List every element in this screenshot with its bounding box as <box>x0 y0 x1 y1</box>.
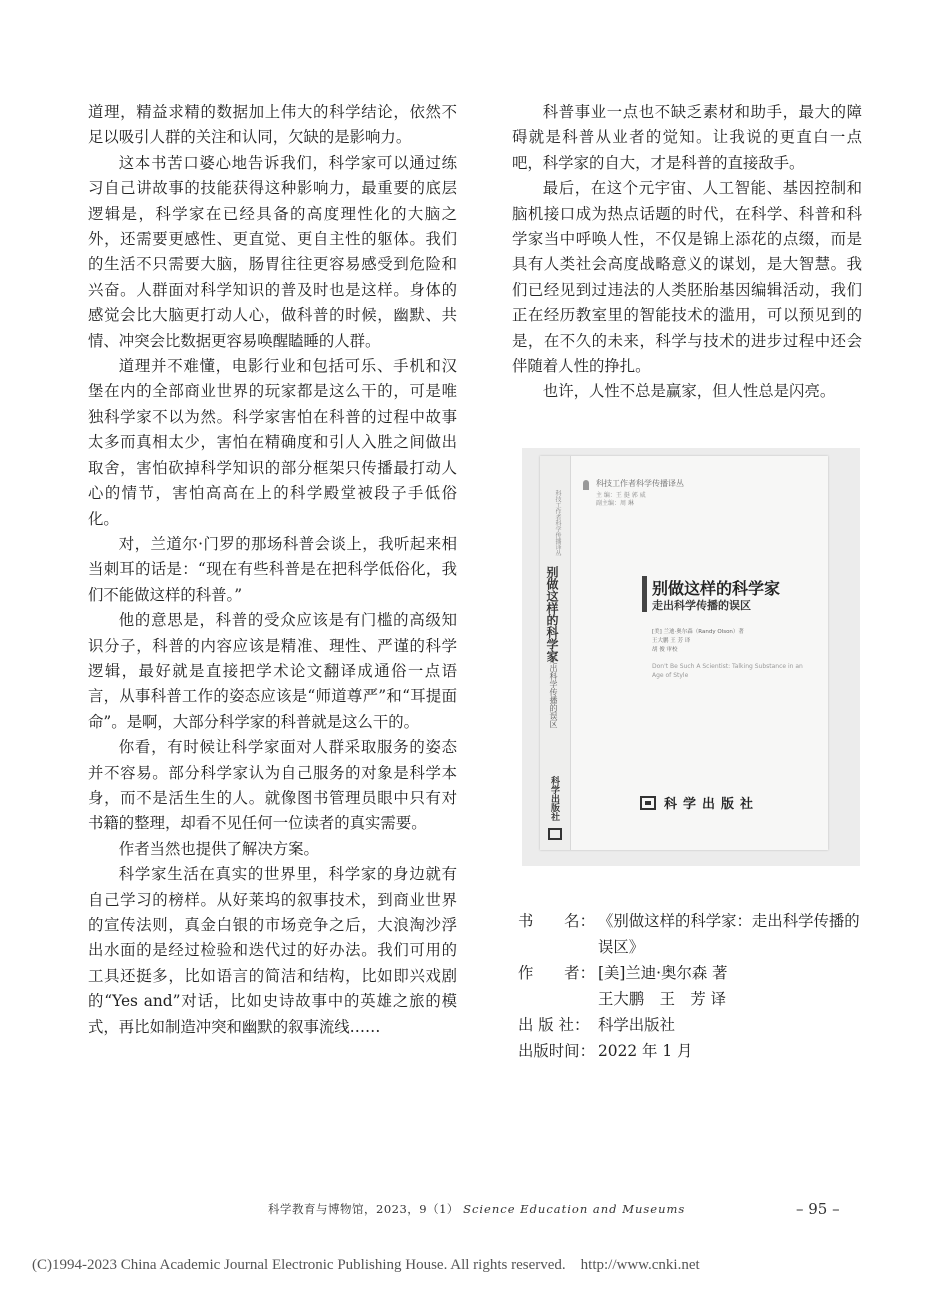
info-value: 王大鹏 王 芳 译 <box>598 990 727 1008</box>
right-column <box>512 100 862 405</box>
spine-series: 科技工作者科学传播译丛 <box>554 490 561 556</box>
paragraph: 你看，有时候让科学家面对人群采取服务的姿态并不容易。部分科学家认为自己服务的对象是科学本身，而不是活生生的人。就像图书管理员眼中只有对书籍的整理，却看不见任何一位读者的真实需要。 <box>88 738 457 833</box>
paragraph: 他的意思是，科普的受众应该是有门槛的高级知识分子，科普的内容应该是精准、理性、严谨的科学逻辑，最好就是直接把学术论文翻译成通俗一点语言，从事科普工作的姿态应该是“师道尊严”和“耳提面命”。是啊，大部分科学家的科普就是这么干的。 <box>88 611 457 731</box>
info-row-publisher <box>518 1012 868 1038</box>
spine-subtitle: 走出科学传播的误区 <box>549 656 558 728</box>
info-row-translator <box>518 986 868 1012</box>
book-cover <box>540 456 828 850</box>
info-label: 书 名： <box>518 912 595 930</box>
publisher-logo-icon <box>640 796 656 810</box>
paragraph: 道理，精益求精的数据加上伟大的科学结论，依然不足以吸引人群的关注和认同，欠缺的是影响力。 <box>88 103 457 147</box>
left-column <box>88 100 457 1040</box>
paragraph: 作者当然也提供了解决方案。 <box>118 839 319 858</box>
cover-authors: [美] 兰迪·奥尔森（Randy Olson）著 王大鹏 王 芳 译 胡 俊 审校 <box>652 629 744 653</box>
spine-publisher: 科学出版社 <box>549 776 559 821</box>
info-label: 作 者： <box>518 964 595 982</box>
page-number: – 95 – <box>796 1200 840 1218</box>
cover-english-title: Don't Be Such A Scientist: Talking Substance in an Age of Style <box>652 663 803 679</box>
copyright-line: (C)1994-2023 China Academic Journal Electronic Publishing House. All rights reserved. http://www.cnki.net <box>32 1257 700 1273</box>
info-value: 2022 年 1 月 <box>598 1042 693 1060</box>
publisher-logo-icon <box>548 828 562 840</box>
paragraph: 也许，人性不总是赢家，但人性总是闪亮。 <box>542 382 836 401</box>
cover-publisher: 科学出版社 <box>664 797 760 812</box>
journal-name-en: Science Education and Museums <box>463 1202 686 1216</box>
info-value: [美]兰迪·奥尔森 著 <box>598 964 728 982</box>
title-accent-bar <box>642 576 647 612</box>
journal-footer <box>268 1201 685 1217</box>
book-spine <box>540 456 571 850</box>
cover-title: 别做这样的科学家 <box>652 579 781 598</box>
series-mark-icon <box>583 480 589 490</box>
info-row-title <box>518 908 868 960</box>
paragraph: 科学家生活在真实的世界里，科学家的身边就有自己学习的榜样。从好莱坞的叙事技术，到商业世界的宣传法则，真金白银的市场竞争之后，大浪淘沙浮出水面的是经过检验和迭代过的好办法。我们可用的工具还挺多，比如语言的简洁和结构，比如即兴戏剧的“Yes and”对话，比如史诗故事中的英雄之旅的模式，再比如制造冲突和幽默的叙事流线…… <box>88 865 457 1036</box>
journal-name-cn: 科学教育与博物馆，2023，9（1） <box>268 1202 459 1216</box>
book-cover-image <box>522 448 860 866</box>
cover-series: 科技工作者科学传播译丛 <box>596 479 684 488</box>
spine-title: 别做这样的科学家 <box>545 566 559 662</box>
info-label: 出版时间： <box>518 1042 595 1060</box>
paragraph: 最后，在这个元宇宙、人工智能、基因控制和脑机接口成为热点话题的时代，在科学、科普和科学家当中呼唤人性，不仅是锦上添花的点缀，而是具有人类社会高度战略意义的谋划，是大智慧。我们已经见到过违法的人类胚胎基因编辑活动，我们正在经历教室里的智能技术的滥用，可以预见到的是，在不久的未来，科学与技术的进步过程中还会伴随着人性的挣扎。 <box>512 179 862 376</box>
cover-editors: 主 编：王 挺 郭 威 副主编：周 琳 <box>596 492 646 507</box>
book-info <box>518 908 868 1064</box>
info-label: 出 版 社： <box>518 1016 590 1034</box>
info-row-date <box>518 1038 868 1064</box>
paragraph: 科普事业一点也不缺乏素材和助手，最大的障碍就是科普从业者的觉知。让我说的更直白一点吧，科学家的自大，才是科普的直接敌手。 <box>512 103 862 172</box>
info-value: 科学出版社 <box>598 1016 675 1034</box>
cover-subtitle: 走出科学传播的误区 <box>652 599 751 612</box>
paragraph: 道理并不难懂，电影行业和包括可乐、手机和汉堡在内的全部商业世界的玩家都是这么干的，可是唯独科学家不以为然。科学家害怕在科普的过程中故事太多而真相太少，害怕在精确度和引人入胜之间做出取舍，害怕砍掉科学知识的部分框架只传播最打动人心的情节，害怕高高在上的科学殿堂被段子手低俗化。 <box>88 357 457 528</box>
paragraph: 这本书苦口婆心地告诉我们，科学家可以通过练习自己讲故事的技能获得这种影响力，最重要的底层逻辑是，科学家在已经具备的高度理性化的大脑之外，还需要更感性、更直觉、更自主性的躯体。我们的生活不只需要大脑，肠胃往往更容易感受到危险和兴奋。人群面对科学知识的普及时也是这样。身体的感觉会比大脑更打动人心，做科普的时候，幽默、共情、冲突会比数据更容易唤醒瞌睡的人群。 <box>88 153 457 350</box>
info-value: 《别做这样的科学家：走出科学传播的误区》 <box>598 912 860 956</box>
paragraph: 对，兰道尔·门罗的那场科普会谈上，我听起来相当刺耳的话是：“现在有些科普是在把科学低俗化，我们不能做这样的科普。” <box>88 534 457 604</box>
info-row-author <box>518 960 868 986</box>
